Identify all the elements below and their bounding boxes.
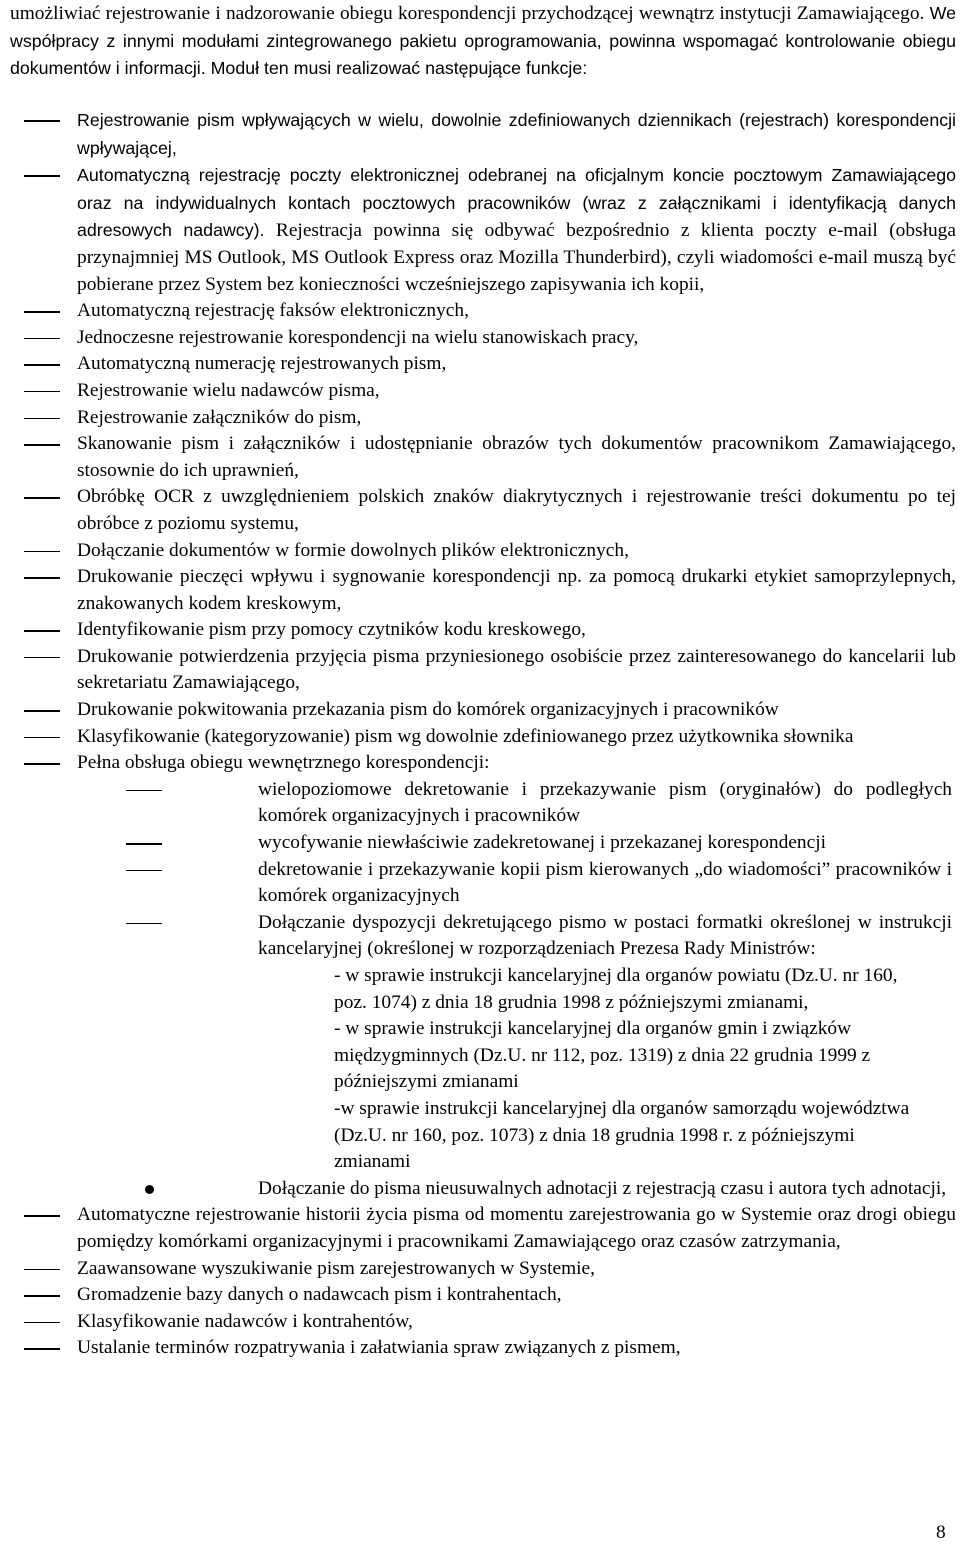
- list-item: Jednoczesne rejestrowanie korespondencji na wielu stanowiskach pracy,: [0, 325, 960, 352]
- list-item: Obróbkę OCR z uwzględnieniem polskich znaków diakrytycznych i rejestrowanie treści dokumentu po tej obróbce z poziomu systemu,: [0, 484, 960, 537]
- list-item: Automatyczne rejestrowanie historii życia pisma od momentu zarejestrowania go w Systemie oraz drogi obiegu pomiędzy komórkami organizacyjnymi i pracownikami Zamawiającego oraz czasów zatrzymania,: [0, 1202, 960, 1255]
- intro-serif-text: umożliwiać rejestrowanie i nadzorowanie obiegu korespondencji przychodzącej wewnątrz instytucji Zamawiającego.: [10, 3, 925, 24]
- dash-marker: [24, 1215, 60, 1217]
- sublist-item: wielopoziomowe dekretowanie i przekazywanie pism (oryginałów) do podległych komórek organizacyjnych i pracowników: [77, 777, 956, 830]
- dash-marker: [24, 338, 60, 340]
- dash-marker: [24, 120, 60, 122]
- list-item: Pełna obsługa obiegu wewnętrznego korespondencji: wielopoziomowe dekretowanie i przekazywanie pism (oryginałów) do podległych komórek organizacyjnych i pracowników wycofywanie niewłaściwie zadekretowanej i przekazanej korespondencji dekretowanie i przekazywanie kopii pism kierowanych „do wiadomości” pracowników i komórek organizacyjnych Dołączanie dyspozycji dekretującego pismo w postaci formatki określonej w instrukcji kancelaryjnej (określonej w rozporządzeniach Prezesa Rady Ministrów: - w sprawie instrukcji kancelaryjnej dla organów powiatu (Dz.U. nr 160, poz. 1074) z dnia 18 grudnia 1998 z późniejszymi zmianami, - w sprawie instrukcji kancelaryjnej dla organów gmin i związków międzygminnych (Dz.U. nr 112, poz. 1319) z dnia 22 grudnia 1999 z późniejszymi zmianami -w sprawie instrukcji kancelaryjnej dla organów samorządu województwa (Dz.U. nr 160, poz. 1073) z dnia 18 grudnia 1998 r. z późniejszymi zmianami Dołączanie do pisma nieusuwalnych adnotacji z rejestracją czasu i autora tych adnotacji,: [0, 750, 960, 1202]
- list-item: Gromadzenie bazy danych o nadawcach pism i kontrahentach,: [0, 1282, 960, 1309]
- list-item: Skanowanie pism i załączników i udostępnianie obrazów tych dokumentów pracownikom Zamawiającego, stosownie do ich uprawnień,: [0, 431, 960, 484]
- dash-marker: [24, 444, 60, 446]
- dash-marker: [24, 1295, 60, 1297]
- bullet-marker: [145, 1185, 154, 1194]
- list-item: Klasyfikowanie nadawców i kontrahentów,: [0, 1309, 960, 1336]
- list-item: Drukowanie pokwitowania przekazania pism do komórek organizacyjnych i pracowników: [0, 697, 960, 724]
- dash-marker: [24, 710, 60, 712]
- list-item: Rejestrowanie załączników do pism,: [0, 405, 960, 432]
- list-item: Dołączanie dokumentów w formie dowolnych plików elektronicznych,: [0, 538, 960, 565]
- dash-marker: [24, 551, 60, 553]
- dash-marker: [126, 923, 162, 925]
- legal-reference: - w sprawie instrukcji kancelaryjnej dla organów gmin i związków międzygminnych (Dz.U. nr 112, poz. 1319) z dnia 22 grudnia 1999 z późniejszymi zmianami: [334, 1018, 871, 1093]
- list-item: Klasyfikowanie (kategoryzowanie) pism wg dowolnie zdefiniowanego przez użytkownika słownika: [0, 724, 960, 751]
- dash-marker: [24, 1348, 60, 1350]
- list-item: Automatyczną rejestrację poczty elektronicznej odebranej na oficjalnym koncie pocztowym Zamawiającego oraz na indywidualnych kontach pocztowych pracowników (wraz z załącznikami i identyfikacją danych adresowych nadawcy). Rejestracja powinna się odbywać bezpośrednio z klienta poczty e-mail (obsługa przynajmniej MS Outlook, MS Outlook Express oraz Mozilla Thunderbird), czyli wiadomości e-mail muszą być pobierane przez System bez konieczności wcześniejszego zapisywania ich kopii,: [0, 162, 960, 298]
- dash-marker: [24, 418, 60, 420]
- dash-marker: [126, 843, 162, 845]
- sublist-item: Dołączanie do pisma nieusuwalnych adnotacji z rejestracją czasu i autora tych adnotacji,: [77, 1176, 956, 1203]
- legal-reference: -w sprawie instrukcji kancelaryjnej dla organów samorządu województwa (Dz.U. nr 160, poz. 1073) z dnia 18 grudnia 1998 r. z późniejszymi zmianami: [334, 1097, 910, 1173]
- legal-reference: - w sprawie instrukcji kancelaryjnej dla organów powiatu (Dz.U. nr 160, poz. 1074) z dnia 18 grudnia 1998 z późniejszymi zmianami,: [334, 965, 898, 1013]
- dash-marker: [126, 790, 162, 792]
- dash-marker: [24, 630, 60, 632]
- dash-marker: [24, 763, 60, 765]
- sublist-item: Dołączanie dyspozycji dekretującego pismo w postaci formatki określonej w instrukcji kancelaryjnej (określonej w rozporządzeniach Prezesa Rady Ministrów: - w sprawie instrukcji kancelaryjnej dla organów powiatu (Dz.U. nr 160, poz. 1074) z dnia 18 grudnia 1998 z późniejszymi zmianami, - w sprawie instrukcji kancelaryjnej dla organów gmin i związków międzygminnych (Dz.U. nr 112, poz. 1319) z dnia 22 grudnia 1999 z późniejszymi zmianami -w sprawie instrukcji kancelaryjnej dla organów samorządu województwa (Dz.U. nr 160, poz. 1073) z dnia 18 grudnia 1998 r. z późniejszymi zmianami: [77, 910, 956, 1176]
- function-list: [0, 107, 960, 1362]
- dash-marker: [24, 175, 60, 177]
- list-item: Automatyczną rejestrację faksów elektronicznych,: [0, 298, 960, 325]
- list-item: Automatyczną numerację rejestrowanych pism,: [0, 351, 960, 378]
- dash-marker: [24, 657, 60, 659]
- legal-reference-list: [258, 963, 952, 1176]
- dash-marker: [24, 1269, 60, 1271]
- intro-paragraph: [10, 0, 956, 83]
- list-item: Identyfikowanie pism przy pomocy czytników kodu kreskowego,: [0, 617, 960, 644]
- dash-marker: [24, 497, 60, 499]
- dash-marker: [126, 870, 162, 872]
- dash-marker: [24, 577, 60, 579]
- list-item: Drukowanie potwierdzenia przyjęcia pisma przyniesionego osobiście przez zainteresowanego do kancelarii lub sekretariatu Zamawiającego,: [0, 644, 960, 697]
- intro-sans-text: We współpracy z innymi modułami zintegrowanego pakietu oprogramowania, powinna wspomagać kontrolowanie obiegu dokumentów i informacji. Moduł ten musi realizować następujące funkcje:: [10, 3, 956, 79]
- sublist: [77, 777, 956, 1203]
- dash-marker: [24, 391, 60, 393]
- dash-marker: [24, 311, 60, 313]
- sublist-item: wycofywanie niewłaściwie zadekretowanej i przekazanej korespondencji: [77, 830, 956, 857]
- list-item: Rejestrowanie pism wpływających w wielu, dowolnie zdefiniowanych dziennikach (rejestrach) korespondencji wpływającej,: [0, 107, 960, 162]
- dash-marker: [24, 737, 60, 739]
- page-number: 8: [936, 1522, 946, 1543]
- dash-marker: [24, 364, 60, 366]
- list-item: Rejestrowanie wielu nadawców pisma,: [0, 378, 960, 405]
- dash-marker: [24, 1322, 60, 1324]
- list-item: Zaawansowane wyszukiwanie pism zarejestrowanych w Systemie,: [0, 1256, 960, 1283]
- list-item: Drukowanie pieczęci wpływu i sygnowanie korespondencji np. za pomocą drukarki etykiet samoprzylepnych, znakowanych kodem kreskowym,: [0, 564, 960, 617]
- sublist-item: dekretowanie i przekazywanie kopii pism kierowanych „do wiadomości” pracowników i komórek organizacyjnych: [77, 857, 956, 910]
- list-item: Ustalanie terminów rozpatrywania i załatwiania spraw związanych z pismem,: [0, 1335, 960, 1362]
